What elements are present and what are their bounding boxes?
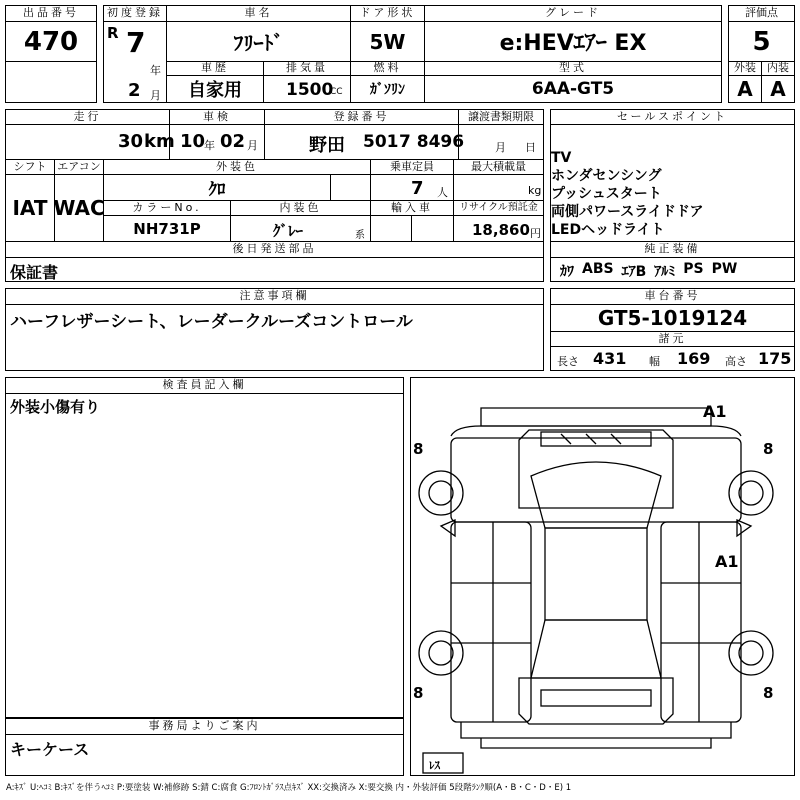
insp-month: 02 (220, 131, 246, 152)
sales-point-item: 両側パワースライドドア (551, 204, 704, 220)
car-name: ﾌﾘｰﾄﾞ (166, 21, 351, 62)
recycle-box (453, 215, 544, 242)
displacement-unit: CC (330, 87, 343, 97)
spare-tire: ﾚｽ (429, 759, 440, 772)
reg-box (264, 124, 465, 160)
tire-depth: 8 (413, 684, 424, 702)
load-box (453, 174, 544, 201)
transfer-month-unit: 月 (495, 141, 506, 154)
damage-mark: A1 (715, 552, 739, 571)
spec-label: 諸元 (550, 331, 795, 347)
mileage: 30 (118, 131, 144, 152)
mileage-label: 走行 (5, 109, 170, 125)
inspector-label: 検査員記入欄 (5, 377, 404, 394)
notes-box (5, 304, 544, 371)
history: 自家用 (166, 75, 264, 103)
damage-diagram (410, 377, 795, 776)
insp-year-unit: 年 (204, 139, 215, 152)
mileage-unit: km (144, 131, 175, 152)
capacity: 7 (411, 178, 424, 199)
height: 175 (758, 349, 792, 368)
int-color: ｸﾞﾚｰ (273, 222, 304, 240)
chassis-number: GT5-1019124 (550, 304, 795, 332)
sales-point-item: プッシュスタート (551, 186, 662, 202)
color: ｸﾛ (103, 174, 331, 201)
later-parts-box (5, 257, 544, 282)
tire-depth: 8 (763, 684, 774, 702)
grade-label: グレード (424, 5, 722, 22)
width: 169 (677, 349, 711, 368)
later-parts-label: 後日発送部品 (5, 241, 544, 258)
later-parts-text: 保証書 (10, 263, 59, 282)
capacity-label: 乗車定員 (370, 159, 454, 175)
inspection-label: 車検 (169, 109, 265, 125)
year-unit: 年 (150, 64, 161, 77)
score-label: 評価点 (728, 5, 795, 22)
equipment-item: PW (711, 261, 738, 277)
equipment-item: ｴｱB (621, 264, 647, 280)
color-extra (330, 174, 371, 201)
legend: A:ｷｽﾞ U:ﾍｺﾐ B:ｷｽﾞを伴うﾍｺﾐ P:要塗装 W:補修跡 S:錆 C:腐食 G:ﾌﾛﾝﾄｶﾞﾗｽ点ｷｽﾞ XX:交換済み X:要交換 内・外装評価 5段階ﾗﾝｸ順(A・B・C・D・E) 1 (6, 783, 572, 793)
shift: IAT (5, 174, 55, 242)
fuel-label: 燃料 (350, 61, 425, 76)
color-label: 外装色 (103, 159, 371, 175)
fuel: ｶﾞｿﾘﾝ (350, 75, 425, 103)
displacement: 1500 (286, 80, 334, 100)
model: 6AA-GT5 (424, 75, 722, 103)
sales-point-item: TV (551, 150, 572, 166)
car-diagram (411, 378, 796, 777)
reg-number: 7 8496 (399, 132, 465, 152)
equipment-item: ABS (582, 261, 614, 277)
office-label: 事務局よりご案内 (5, 718, 404, 735)
equipment-item: ｱﾙﾐ (654, 264, 676, 280)
sales-points-box (550, 124, 795, 242)
length: 431 (593, 349, 627, 368)
notes-label: 注意事項欄 (5, 288, 544, 305)
recycle-unit: 円 (530, 227, 541, 240)
capacity-unit: 人 (437, 186, 448, 199)
reg-month: 2 (128, 80, 141, 101)
door-label: ドア形状 (350, 5, 425, 22)
displacement-label: 排気量 (263, 61, 351, 76)
reg-class: 501 (363, 132, 399, 152)
transfer-day-unit: 日 (525, 141, 536, 154)
recycle-label: リサイクル預託金 (453, 200, 544, 216)
int-color-unit: 系 (355, 230, 365, 241)
int-color-box (230, 215, 371, 242)
equipment-label: 純正装備 (550, 241, 795, 258)
exterior-score: A (728, 75, 762, 103)
transfer-label: 譲渡書類期限 (458, 109, 544, 125)
first-reg-label: 初度登録 (103, 5, 167, 22)
equipment-item: PS (683, 261, 704, 277)
reg-year: 7 (126, 26, 146, 59)
damage-mark: A1 (703, 402, 727, 421)
reg-area: 野田 (309, 135, 345, 156)
inspection-box (169, 124, 265, 160)
sales-point-item: LEDヘッドライト (551, 222, 665, 238)
recycle: 18,860 (472, 221, 530, 239)
spec-box (550, 346, 795, 371)
ac-label: エアコン (54, 159, 104, 175)
transfer-box (458, 124, 544, 160)
first-reg-box (103, 21, 167, 103)
lot-no: 470 (5, 21, 97, 62)
mileage-box (5, 124, 175, 160)
exterior-label: 外装 (728, 61, 762, 76)
insp-year: 10 (180, 131, 206, 152)
tire-depth: 8 (763, 440, 774, 458)
shift-label: シフト (5, 159, 55, 175)
width-label: 幅 (649, 355, 660, 368)
office-text: キーケース (10, 740, 90, 759)
insp-month-unit: 月 (247, 139, 258, 152)
sales-points-label: セールスポイント (550, 109, 795, 125)
lot-no-blank (5, 61, 97, 103)
capacity-box (370, 174, 454, 201)
history-label: 車歴 (166, 61, 264, 76)
import-box-b (411, 215, 454, 242)
int-color-label: 内装色 (230, 200, 371, 216)
displacement-box (263, 75, 351, 103)
notes-text: ハーフレザーシート、レーダークルーズコントロール (10, 312, 413, 332)
import-box-a (370, 215, 412, 242)
color-no: NH731P (103, 215, 231, 242)
reg-label: 登録番号 (264, 109, 459, 125)
score: 5 (728, 21, 795, 62)
office-box (5, 734, 404, 776)
import-label: 輸入車 (370, 200, 454, 216)
length-label: 長さ (557, 355, 579, 368)
load-unit: kg (528, 184, 542, 197)
era: R (107, 24, 119, 42)
load-label: 最大積載量 (453, 159, 544, 175)
tire-depth: 8 (413, 440, 424, 458)
color-no-label: カラーNo. (103, 200, 231, 216)
interior-score: A (761, 75, 795, 103)
equipment-box (550, 257, 795, 282)
inspector-text: 外装小傷有り (10, 398, 101, 416)
month-unit: 月 (150, 89, 161, 102)
door: 5W (350, 21, 425, 62)
ac: WAC (54, 174, 104, 242)
equipment-item: ｶﾜ (560, 264, 574, 280)
car-name-label: 車名 (166, 5, 351, 22)
inspector-box (5, 393, 404, 718)
interior-label: 内装 (761, 61, 795, 76)
chassis-label: 車台番号 (550, 288, 795, 305)
model-label: 型式 (424, 61, 722, 76)
height-label: 高さ (725, 355, 747, 368)
lot-no-label: 出品番号 (5, 5, 97, 22)
sales-point-item: ホンダセンシング (551, 168, 662, 184)
grade: e:HEVｴｱｰ EX (424, 21, 722, 62)
